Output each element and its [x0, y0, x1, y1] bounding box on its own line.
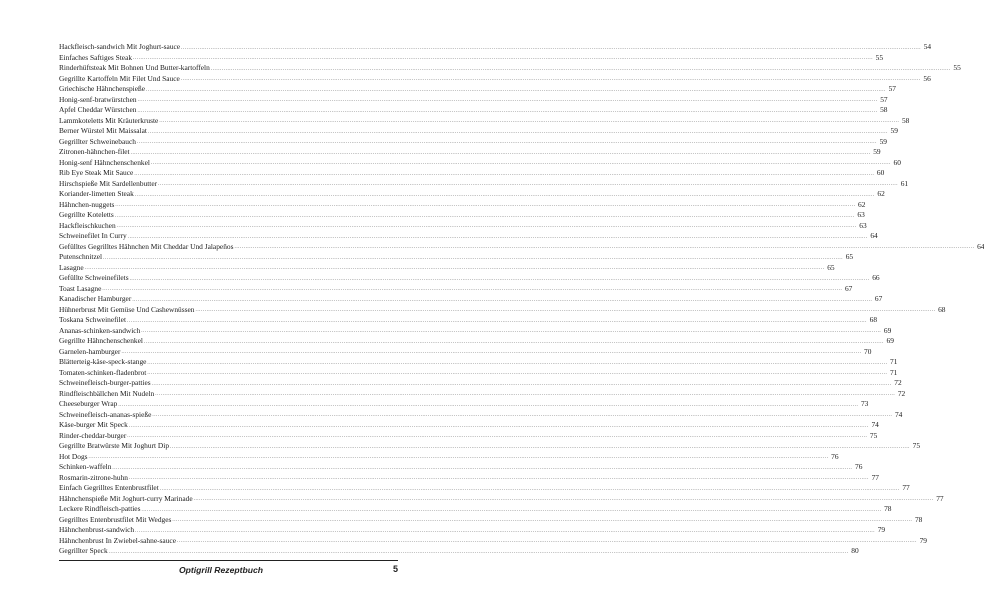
- toc-entry-page-number: 68: [938, 304, 946, 314]
- toc-entry[interactable]: [59, 220, 867, 232]
- toc-dot-leader: ................................................................................................................................................................................................................................................................................................................................................................................................................: [159, 486, 900, 492]
- toc-entry-title: Toast Lasagne: [59, 283, 102, 293]
- toc-entry-title: Cheeseburger Wrap: [59, 399, 118, 408]
- toc-entry-page-number: 60: [893, 157, 901, 167]
- toc-entry[interactable]: [59, 514, 923, 526]
- toc-dot-leader: ................................................................................................................................................................................................................................................................................................................................................................................................................: [181, 45, 922, 51]
- toc-dot-leader: ................................................................................................................................................................................................................................................................................................................................................................................................................: [121, 350, 862, 355]
- toc-entry-page-number: 74: [871, 420, 879, 429]
- toc-entry-title: Rinderhüftsteak Mit Bohnen Und Butter-kartoffeln: [59, 63, 210, 72]
- toc-entry-page-number: 65: [845, 252, 854, 261]
- toc-entry-page-number: 62: [877, 189, 885, 198]
- toc-entry-title: Schweinefilet In Curry: [59, 231, 127, 240]
- toc-entry[interactable]: [59, 241, 984, 253]
- toc-entry-page-number: 68: [869, 315, 878, 324]
- toc-entry-page-number: 63: [859, 220, 867, 230]
- toc-entry[interactable]: [59, 546, 859, 557]
- toc-entry[interactable]: [59, 535, 927, 547]
- toc-entry-page-number: 65: [827, 262, 835, 272]
- toc-entry-page-number: 59: [890, 126, 898, 135]
- toc-entry-page-number: 61: [900, 178, 909, 188]
- toc-dot-leader: ................................................................................................................................................................................................................................................................................................................................................................................................................: [147, 129, 888, 135]
- toc-entry-title: Leckere Rindfleisch-patties: [59, 504, 141, 513]
- toc-dot-leader: ................................................................................................................................................................................................................................................................................................................................................................................................................: [103, 255, 844, 261]
- toc-entry[interactable]: [59, 325, 892, 337]
- toc-dot-leader: ................................................................................................................................................................................................................................................................................................................................................................................................................: [129, 276, 870, 282]
- toc-entry-page-number: 76: [831, 451, 839, 461]
- toc-entry-page-number: 77: [902, 483, 910, 492]
- toc-entry[interactable]: [59, 409, 903, 421]
- toc-entry-page-number: 79: [877, 525, 886, 534]
- toc-entry-page-number: 78: [884, 504, 892, 513]
- toc-dot-leader: ................................................................................................................................................................................................................................................................................................................................................................................................................: [151, 381, 892, 387]
- toc-entry-title: Rosmarin-zitrone-huhn: [59, 472, 128, 482]
- toc-entry-title: Gefüllte Schweinefilets: [59, 273, 129, 282]
- toc-entry-title: Hirschspieße Mit Sardellenbutter: [59, 178, 158, 188]
- toc-entry[interactable]: [59, 472, 879, 484]
- toc-dot-leader: ................................................................................................................................................................................................................................................................................................................................................................................................................: [133, 56, 874, 61]
- toc-dot-leader: ................................................................................................................................................................................................................................................................................................................................................................................................................: [170, 444, 911, 450]
- toc-entry[interactable]: [59, 199, 866, 211]
- toc-entry-page-number: 57: [888, 84, 896, 93]
- footer-page-number: 5: [392, 564, 398, 574]
- toc-entry[interactable]: [59, 73, 931, 85]
- toc-entry[interactable]: [59, 147, 881, 158]
- toc-entry-title: Hot Dogs: [59, 451, 88, 461]
- toc-dot-leader: ................................................................................................................................................................................................................................................................................................................................................................................................................: [158, 182, 899, 187]
- toc-entry-title: Tomaten-schinken-fladenbrot: [59, 367, 147, 377]
- toc-entry[interactable]: [59, 126, 898, 137]
- toc-entry-page-number: 58: [901, 115, 910, 125]
- toc-entry[interactable]: [59, 357, 898, 368]
- toc-entry-title: Gegrillte Bratwürste Mit Joghurt Dip: [59, 441, 170, 450]
- toc-entry[interactable]: [59, 378, 902, 389]
- toc-dot-leader: ................................................................................................................................................................................................................................................................................................................................................................................................................: [84, 266, 825, 271]
- toc-dot-leader: ................................................................................................................................................................................................................................................................................................................................................................................................................: [136, 140, 877, 145]
- toc-entry-page-number: 69: [886, 336, 894, 345]
- toc-entry-page-number: 55: [875, 52, 884, 62]
- toc-dot-leader: ................................................................................................................................................................................................................................................................................................................................................................................................................: [128, 423, 869, 429]
- toc-entry[interactable]: [59, 136, 887, 148]
- toc-entry[interactable]: [59, 105, 888, 116]
- toc-entry-title: Toskana Schweinefilet: [59, 315, 127, 324]
- toc-dot-leader: ................................................................................................................................................................................................................................................................................................................................................................................................................: [115, 203, 856, 208]
- toc-entry-title: Hackfleisch-sandwich Mit Joghurt-sauce: [59, 42, 181, 51]
- toc-entry[interactable]: [59, 262, 835, 274]
- toc-entry[interactable]: [59, 157, 901, 169]
- toc-entry-title: Hähnchen-nuggets: [59, 199, 115, 209]
- toc-entry-page-number: 66: [872, 273, 880, 282]
- toc-entry-title: Schweinefleisch-ananas-spieße: [59, 409, 152, 419]
- toc-entry-title: Hähnchenspieße Mit Joghurt-curry Marinade: [59, 493, 193, 503]
- toc-entry-title: Berner Würstel Mit Maissalat: [59, 126, 147, 135]
- footer-divider: [59, 560, 398, 561]
- toc-entry[interactable]: [59, 525, 886, 536]
- toc-entry-page-number: 59: [873, 147, 881, 156]
- toc-dot-leader: ................................................................................................................................................................................................................................................................................................................................................................................................................: [137, 108, 878, 114]
- toc-entry-title: Koriander-limetten Steak: [59, 189, 134, 198]
- toc-entry-page-number: 59: [879, 136, 887, 146]
- toc-entry-page-number: 60: [876, 168, 885, 177]
- toc-dot-leader: ................................................................................................................................................................................................................................................................................................................................................................................................................: [176, 539, 917, 544]
- toc-entry-title: Rinder-cheddar-burger: [59, 430, 127, 440]
- toc-entry-title: Gegrillte Kartoffeln Mit Filet Und Sauce: [59, 73, 180, 83]
- toc-dot-leader: ................................................................................................................................................................................................................................................................................................................................................................................................................: [108, 549, 849, 555]
- toc-dot-leader: ................................................................................................................................................................................................................................................................................................................................................................................................................: [145, 87, 886, 93]
- toc-entry[interactable]: [59, 493, 944, 505]
- toc-entry[interactable]: [59, 430, 878, 442]
- toc-entry-title: Gefülltes Gegrilltes Hähnchen Mit Cheddar Und Jalapeños: [59, 241, 234, 251]
- toc-entry-title: Lammkoteletts Mit Kräuterkruste: [59, 115, 159, 125]
- toc-entry-page-number: 73: [860, 399, 869, 408]
- toc-entry-title: Honig-senf Hähnchenschenkel: [59, 157, 150, 167]
- toc-dot-leader: ................................................................................................................................................................................................................................................................................................................................................................................................................: [180, 77, 921, 82]
- toc-entry[interactable]: [59, 462, 863, 473]
- toc-entry-title: Schweinefleisch-burger-patties: [59, 378, 151, 387]
- toc-dot-leader: ................................................................................................................................................................................................................................................................................................................................................................................................................: [147, 360, 888, 366]
- toc-entry[interactable]: [59, 189, 885, 200]
- toc-entry-page-number: 63: [857, 210, 865, 219]
- toc-dot-leader: ................................................................................................................................................................................................................................................................................................................................................................................................................: [132, 297, 873, 303]
- toc-entry-title: Rindfleischbällchen Mit Nudeln: [59, 388, 155, 398]
- toc-entry-page-number: 70: [864, 346, 872, 356]
- toc-dot-leader: ................................................................................................................................................................................................................................................................................................................................................................................................................: [195, 308, 936, 313]
- toc-entry-title: Putenschnitzel: [59, 252, 103, 261]
- toc-dot-leader: ................................................................................................................................................................................................................................................................................................................................................................................................................: [141, 507, 882, 513]
- toc-entry-page-number: 64: [977, 241, 984, 251]
- toc-entry-title: Blätterteig-käse-speck-stange: [59, 357, 147, 366]
- toc-entry[interactable]: [59, 420, 879, 431]
- toc-entry-title: Gegrillte Koteletts: [59, 210, 114, 219]
- toc-dot-leader: ................................................................................................................................................................................................................................................................................................................................................................................................................: [134, 171, 875, 177]
- toc-dot-leader: ................................................................................................................................................................................................................................................................................................................................................................................................................: [143, 339, 884, 345]
- toc-entry[interactable]: [59, 388, 906, 400]
- footer-book-title: Optigrill Rezeptbuch: [178, 565, 264, 575]
- toc-dot-leader: ................................................................................................................................................................................................................................................................................................................................................................................................................: [172, 518, 913, 523]
- toc-entry-page-number: 76: [855, 462, 863, 471]
- toc-entry[interactable]: [59, 304, 946, 316]
- toc-entry-title: Gegrillte Hähnchenschenkel: [59, 336, 143, 345]
- toc-entry-title: Einfach Gegrilltes Entenbrustfilet: [59, 483, 159, 492]
- toc-entry-title: Honig-senf-bratwürstchen: [59, 94, 137, 104]
- toc-dot-leader: ................................................................................................................................................................................................................................................................................................................................................................................................................: [112, 465, 853, 471]
- toc-entry-page-number: 79: [919, 535, 927, 545]
- toc-entry-page-number: 72: [897, 388, 906, 398]
- toc-entry[interactable]: [59, 210, 865, 221]
- toc-entry[interactable]: [59, 42, 932, 53]
- toc-dot-leader: ................................................................................................................................................................................................................................................................................................................................................................................................................: [102, 287, 843, 292]
- toc-entry-page-number: 57: [880, 94, 888, 104]
- toc-entry[interactable]: [59, 483, 910, 494]
- toc-dot-leader: ................................................................................................................................................................................................................................................................................................................................................................................................................: [234, 245, 975, 250]
- toc-entry-page-number: 78: [914, 514, 923, 524]
- toc-dot-leader: ................................................................................................................................................................................................................................................................................................................................................................................................................: [127, 318, 868, 324]
- toc-entry-page-number: 72: [894, 378, 902, 387]
- toc-dot-leader: ................................................................................................................................................................................................................................................................................................................................................................................................................: [114, 213, 855, 219]
- toc-entry[interactable]: [59, 367, 898, 379]
- toc-entry-title: Lasagne: [59, 262, 84, 272]
- toc-entry-page-number: 80: [851, 546, 859, 555]
- toc-dot-leader: ................................................................................................................................................................................................................................................................................................................................................................................................................: [159, 119, 900, 124]
- toc-entry[interactable]: [59, 178, 909, 190]
- toc-dot-leader: ................................................................................................................................................................................................................................................................................................................................................................................................................: [141, 329, 882, 334]
- toc-entry[interactable]: [59, 336, 894, 347]
- toc-dot-leader: ................................................................................................................................................................................................................................................................................................................................................................................................................: [130, 150, 871, 156]
- toc-entry-page-number: 71: [889, 367, 898, 377]
- toc-entry-page-number: 77: [936, 493, 944, 503]
- toc-dot-leader: ................................................................................................................................................................................................................................................................................................................................................................................................................: [137, 98, 878, 103]
- toc-entry-title: Schinken-waffeln: [59, 462, 112, 471]
- toc-entry-page-number: 62: [858, 199, 866, 209]
- toc-entry-title: Garnelen-hamburger: [59, 346, 121, 356]
- toc-entry-page-number: 55: [953, 63, 961, 72]
- toc-entry[interactable]: [59, 94, 888, 106]
- toc-entry[interactable]: [59, 115, 910, 127]
- toc-entry-title: Gegrilltes Entenbrustfilet Mit Wedges: [59, 514, 172, 524]
- toc-entry-title: Ananas-schinken-sandwich: [59, 325, 141, 335]
- toc-entry-page-number: 67: [874, 294, 883, 303]
- toc-entry-page-number: 75: [912, 441, 921, 450]
- toc-entry-title: Einfaches Saftiges Steak: [59, 52, 133, 62]
- toc-entry-title: Hühnerbrust Mit Gemüse Und Cashewnüssen: [59, 304, 195, 314]
- toc-dot-leader: ................................................................................................................................................................................................................................................................................................................................................................................................................: [88, 455, 829, 460]
- toc-entry[interactable]: [59, 52, 884, 64]
- toc-entry[interactable]: [59, 294, 883, 305]
- toc-entry-page-number: 69: [883, 325, 892, 335]
- toc-entry-title: Gegrillter Speck: [59, 546, 108, 555]
- toc-entry-page-number: 77: [871, 472, 879, 482]
- toc-entry-page-number: 75: [869, 430, 878, 440]
- toc-entry-page-number: 71: [890, 357, 898, 366]
- toc-dot-leader: ................................................................................................................................................................................................................................................................................................................................................................................................................: [150, 161, 891, 166]
- toc-dot-leader: ................................................................................................................................................................................................................................................................................................................................................................................................................: [127, 234, 868, 240]
- toc-dot-leader: ................................................................................................................................................................................................................................................................................................................................................................................................................: [155, 392, 896, 397]
- toc-entry[interactable]: [59, 231, 878, 242]
- toc-entry[interactable]: [59, 63, 961, 74]
- toc-dot-leader: ................................................................................................................................................................................................................................................................................................................................................................................................................: [116, 224, 857, 229]
- toc-entry[interactable]: [59, 168, 885, 179]
- toc-entry[interactable]: [59, 273, 880, 284]
- toc-entry[interactable]: [59, 399, 869, 410]
- toc-entry-title: Griechische Hähnchenspieße: [59, 84, 145, 93]
- toc-entry-page-number: 74: [894, 409, 903, 419]
- toc-dot-leader: ................................................................................................................................................................................................................................................................................................................................................................................................................: [128, 476, 869, 481]
- toc-dot-leader: ................................................................................................................................................................................................................................................................................................................................................................................................................: [135, 528, 876, 534]
- toc-entry-title: Hähnchenbrust-sandwich: [59, 525, 135, 534]
- toc-entry-page-number: 54: [923, 42, 932, 51]
- toc-entry[interactable]: [59, 441, 921, 452]
- toc-entry-title: Hackfleischkuchen: [59, 220, 116, 230]
- toc-entry[interactable]: [59, 451, 839, 463]
- toc-entry-title: Hähnchenbrust In Zwiebel-sahne-sauce: [59, 535, 176, 545]
- toc-entry-title: Gegrillter Schweinebauch: [59, 136, 136, 146]
- toc-entry[interactable]: [59, 346, 872, 358]
- toc-dot-leader: ................................................................................................................................................................................................................................................................................................................................................................................................................: [118, 402, 859, 408]
- toc-entry-page-number: 64: [870, 231, 878, 240]
- toc-entry[interactable]: [59, 84, 896, 95]
- toc-entry[interactable]: [59, 315, 878, 326]
- table-of-contents: [59, 42, 984, 557]
- toc-dot-leader: ................................................................................................................................................................................................................................................................................................................................................................................................................: [210, 66, 951, 72]
- toc-entry-title: Käse-burger Mit Speck: [59, 420, 128, 429]
- toc-entry-title: Kanadischer Hamburger: [59, 294, 132, 303]
- toc-entry[interactable]: [59, 504, 892, 515]
- toc-dot-leader: ................................................................................................................................................................................................................................................................................................................................................................................................................: [127, 434, 868, 439]
- toc-entry[interactable]: [59, 252, 854, 263]
- toc-entry-page-number: 56: [923, 73, 931, 83]
- toc-entry-page-number: 58: [880, 105, 888, 114]
- toc-entry-page-number: 67: [844, 283, 853, 293]
- toc-dot-leader: ................................................................................................................................................................................................................................................................................................................................................................................................................: [134, 192, 875, 198]
- toc-entry-title: Rib Eye Steak Mit Sauce: [59, 168, 134, 177]
- toc-entry-title: Apfel Cheddar Würstchen: [59, 105, 137, 114]
- toc-dot-leader: ................................................................................................................................................................................................................................................................................................................................................................................................................: [193, 497, 934, 502]
- toc-dot-leader: ................................................................................................................................................................................................................................................................................................................................................................................................................: [147, 371, 888, 376]
- toc-entry[interactable]: [59, 283, 853, 295]
- toc-entry-title: Zitronen-hähnchen-filet: [59, 147, 130, 156]
- toc-dot-leader: ................................................................................................................................................................................................................................................................................................................................................................................................................: [152, 413, 893, 418]
